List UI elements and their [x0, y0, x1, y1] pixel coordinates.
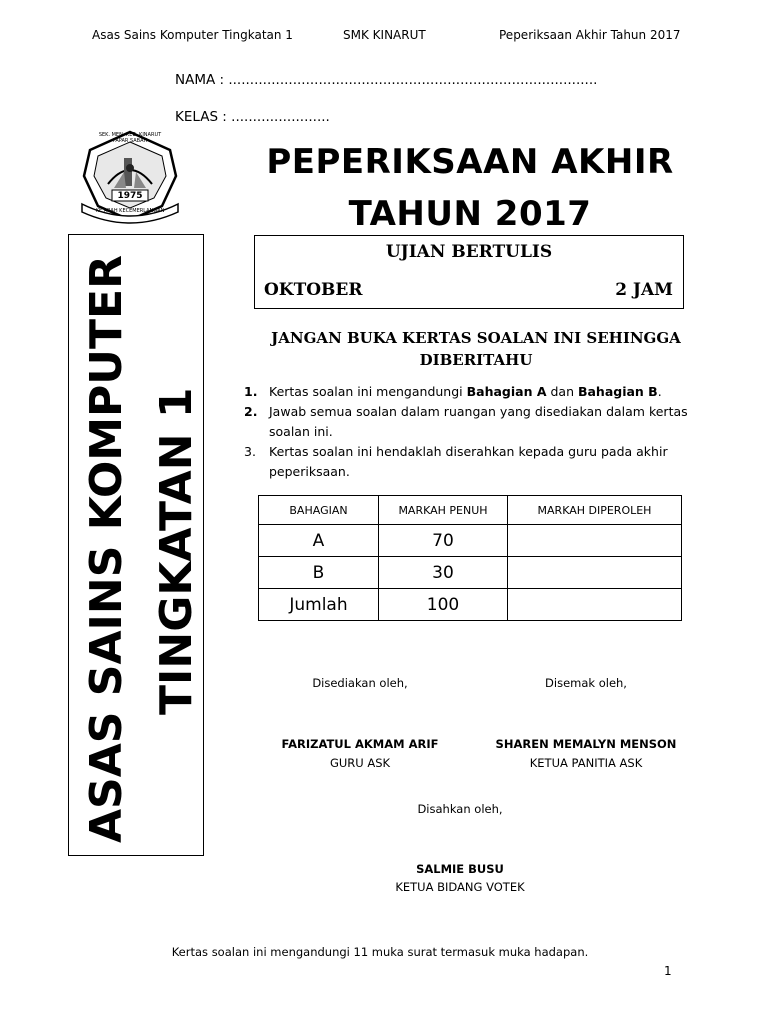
obtained-marks-cell	[508, 589, 682, 621]
exam-duration: 2 JAM	[615, 280, 673, 300]
page-number: 1	[664, 964, 672, 978]
prepared-by-role: GURU ASK	[329, 756, 391, 770]
approved-by-label: Disahkan oleh,	[417, 802, 503, 816]
logo-top-text: SEK. MEN. KEB. KINARUT PAPAR SABAH	[98, 132, 162, 144]
instruction-number: 3.	[244, 444, 256, 459]
col-header-full-marks: MARKAH PENUH	[379, 496, 508, 525]
instructions-list	[244, 382, 704, 482]
instruction-text: .	[657, 384, 662, 399]
exam-info-box	[254, 235, 684, 309]
kelas-field: KELAS : .......................	[175, 109, 330, 125]
nama-field: NAMA : ......................................................................................	[175, 72, 598, 88]
section-cell: Jumlah	[259, 589, 379, 621]
approved-by-role: KETUA BIDANG VOTEK	[395, 880, 525, 894]
approved-by-name: SALMIE BUSU	[416, 862, 504, 876]
footer-note: Kertas soalan ini mengandungi 11 muka surat termasuk muka hadapan.	[171, 945, 589, 959]
exam-title-line2: TAHUN 2017	[348, 194, 592, 234]
exam-type: UJIAN BERTULIS	[385, 242, 553, 262]
checked-by-name: SHAREN MEMALYN MENSON	[495, 737, 677, 751]
obtained-marks-cell	[508, 557, 682, 589]
full-marks-cell: 30	[379, 557, 508, 589]
instruction-text: Kertas soalan ini mengandungi	[269, 384, 467, 399]
warning-line1: JANGAN BUKA KERTAS SOALAN INI SEHINGGA	[271, 329, 681, 347]
full-marks-cell: 100	[379, 589, 508, 621]
school-logo	[78, 128, 182, 224]
instruction-item	[244, 402, 704, 442]
instruction-item	[244, 382, 704, 402]
prepared-by-name: FARIZATUL AKMAM ARIF	[281, 737, 439, 751]
instruction-number: 2.	[244, 404, 258, 419]
marks-table	[258, 495, 682, 621]
checked-by-role: KETUA PANITIA ASK	[529, 756, 643, 770]
obtained-marks-cell	[508, 525, 682, 557]
table-row	[259, 557, 682, 589]
instruction-item	[244, 442, 704, 482]
instruction-bold: Bahagian B	[577, 384, 658, 399]
header-subject: Asas Sains Komputer Tingkatan 1	[92, 28, 293, 42]
logo-motto: KE ARAH KECEMERLANGAN	[95, 208, 165, 214]
exam-month: OKTOBER	[264, 280, 363, 300]
instruction-text: dan	[546, 384, 578, 399]
header-exam: Peperiksaan Akhir Tahun 2017	[499, 28, 681, 42]
warning-text	[244, 327, 708, 371]
section-cell: A	[259, 525, 379, 557]
logo-year: 1975	[117, 191, 143, 201]
checked-by-label: Disemak oleh,	[545, 676, 627, 690]
col-header-marks-obtained: MARKAH DIPEROLEH	[508, 496, 682, 525]
col-header-section: BAHAGIAN	[259, 496, 379, 525]
side-title-form: TINGKATAN 1	[151, 387, 202, 715]
instruction-text: Kertas soalan ini hendaklah diserahkan kepada guru pada akhir peperiksaan.	[269, 444, 668, 479]
warning-line2: DIBERITAHU	[419, 351, 533, 369]
side-title-subject: ASAS SAINS KOMPUTER	[81, 255, 132, 843]
prepared-by-label: Disediakan oleh,	[312, 676, 408, 690]
table-row	[259, 589, 682, 621]
section-cell: B	[259, 557, 379, 589]
instruction-number: 1.	[244, 384, 258, 399]
full-marks-cell: 70	[379, 525, 508, 557]
instruction-text: Jawab semua soalan dalam ruangan yang disediakan dalam kertas soalan ini.	[269, 404, 688, 439]
header-school: SMK KINARUT	[343, 28, 426, 42]
marks-table-header	[259, 496, 682, 525]
instruction-bold: Bahagian A	[466, 384, 547, 399]
exam-title-line1: PEPERIKSAAN AKHIR	[266, 142, 674, 182]
table-row	[259, 525, 682, 557]
side-title-box	[68, 234, 204, 856]
